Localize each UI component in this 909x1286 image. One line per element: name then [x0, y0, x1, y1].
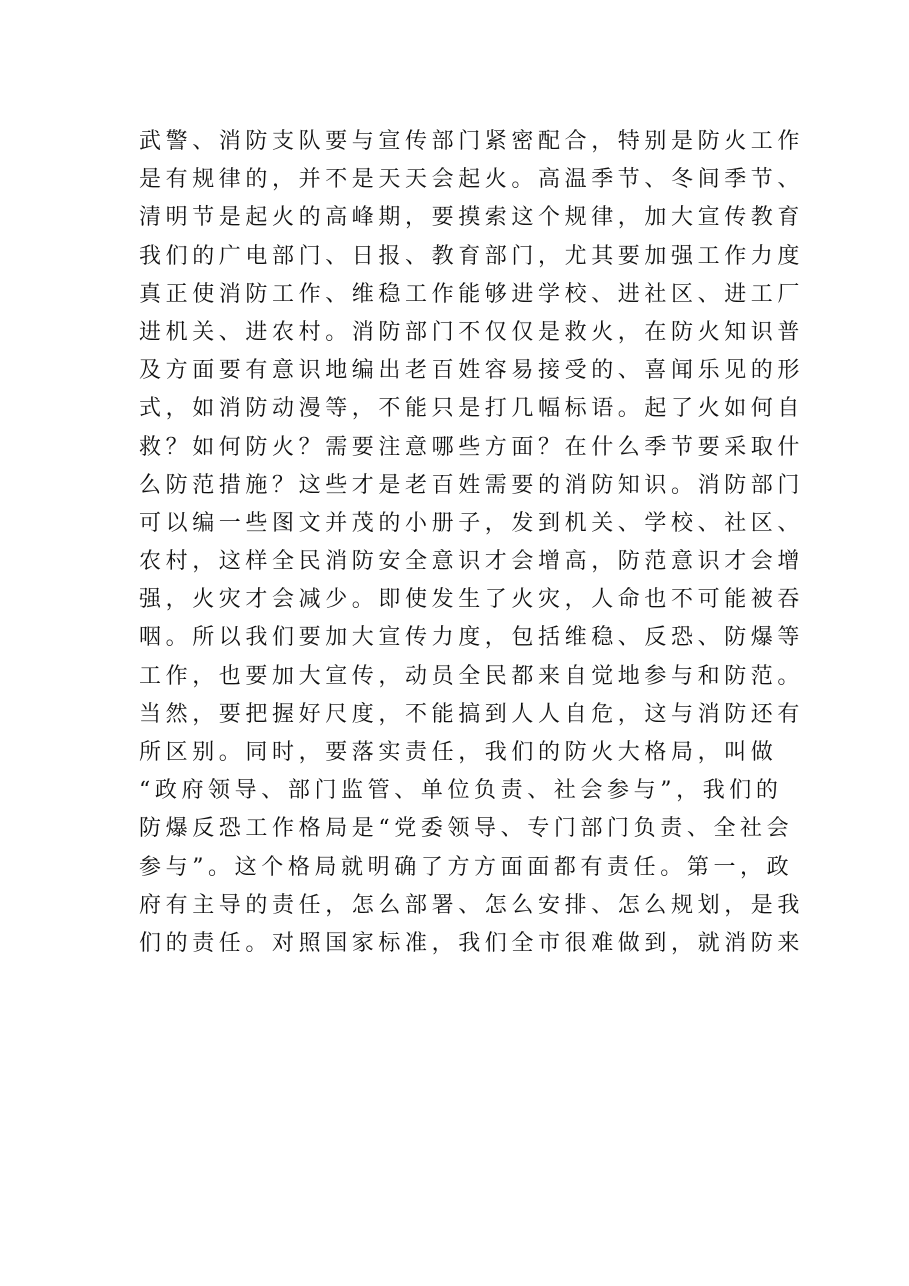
- text-line-9: 救？如何防火？需要注意哪些方面？在什么季节要采取什: [139, 434, 805, 460]
- text-line-20: 参与”。这个格局就明确了方方面面都有责任。第一，政: [139, 854, 794, 880]
- text-line-3: 清明节是起火的高峰期，要摸索这个规律，加大宣传教育: [139, 205, 805, 231]
- text-line-5: 真正使消防工作、维稳工作能够进学校、进社区、进工厂: [139, 281, 805, 307]
- text-line-6: 进机关、进农村。消防部门不仅仅是救火，在防火知识普: [139, 319, 805, 345]
- body-text: [139, 123, 805, 963]
- text-line-18: “政府领导、部门监管、单位负责、社会参与”，我们的: [139, 778, 783, 804]
- text-line-17: 所区别。同时，要落实责任，我们的防火大格局，叫做: [139, 740, 778, 765]
- text-line-7: 及方面要有意识地编出老百姓容易接受的、喜闻乐见的形: [139, 358, 805, 384]
- text-line-21: 府有主导的责任，怎么部署、怎么安排、怎么规划，是我: [139, 892, 805, 918]
- text-line-1: 武警、消防支队要与宣传部门紧密配合，特别是防火工作: [139, 129, 805, 154]
- text-line-2: 是有规律的，并不是天天会起火。高温季节、冬间季节、: [139, 167, 805, 193]
- text-line-4: 我们的广电部门、日报、教育部门，尤其要加强工作力度: [139, 243, 805, 269]
- text-line-14: 咽。所以我们要加大宣传力度，包括维稳、反恐、防爆等: [139, 625, 805, 651]
- text-line-13: 强，火灾才会减少。即使发生了火灾，人命也不可能被吞: [139, 587, 805, 613]
- text-line-15: 工作，也要加大宣传，动员全民都来自觉地参与和防范。: [139, 663, 805, 689]
- text-line-10: 么防范措施？这些才是老百姓需要的消防知识。消防部门: [139, 472, 805, 498]
- text-line-8: 式，如消防动漫等，不能只是打几幅标语。起了火如何自: [139, 396, 805, 422]
- text-line-19: 防爆反恐工作格局是“党委领导、专门部门负责、全社会: [139, 816, 794, 842]
- text-line-11: 可以编一些图文并茂的小册子，发到机关、学校、社区、: [139, 510, 805, 536]
- text-line-22: 们的责任。对照国家标准，我们全市很难做到，就消防来: [139, 930, 805, 956]
- text-line-12: 农村，这样全民消防安全意识才会增高，防范意识才会增: [139, 549, 805, 575]
- text-line-16: 当然，要把握好尺度，不能搞到人人自危，这与消防还有: [139, 701, 805, 727]
